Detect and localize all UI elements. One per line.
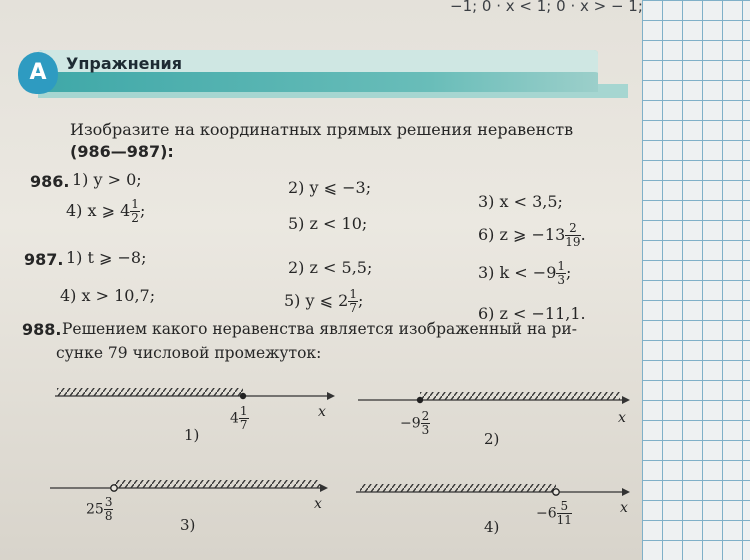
ex987-item-3-text: 3) k < −9 [478,263,557,282]
fraction-denominator: 2 [131,211,139,225]
fig3-point-value [86,496,113,523]
ex986-item-4-fraction [130,198,140,225]
shading-hatch [360,484,556,492]
ex986-item-5: 5) z < 10; [288,214,368,233]
ex987-item-3-suffix: ; [566,263,572,282]
figure-label-1: 1) [184,426,200,444]
axis-label-2: x [618,410,626,426]
axis-label-4: x [620,500,628,516]
ex986-item-4-suffix: ; [139,201,146,220]
open-point [111,485,117,491]
number-line-2 [358,388,630,418]
fraction-numerator: 2 [421,409,430,423]
axis-arrow-icon [320,484,328,492]
ex986-item-6-text: 6) z ⩾ −13 [478,225,566,244]
shading-hatch [57,388,243,396]
section-title: Упражнения [66,54,183,73]
fig4-point-value [536,500,572,527]
fraction-numerator: 3 [104,495,113,509]
ex987-item-3-fraction [556,260,566,287]
ex987-item-5-fraction [348,288,358,315]
axis-label-3: x [314,496,322,512]
ex986-item-4 [66,198,145,225]
fraction-numerator: 5 [557,500,572,514]
fig3-whole: 25 [86,501,104,518]
ex986-item-6-suffix: . [580,225,586,244]
axis-arrow-icon [327,392,335,400]
fraction-denominator: 11 [556,513,572,527]
number-line-1 [55,384,335,414]
instruction-line-1: Изобразите на координатных прямых решения неравенств [70,120,574,139]
fraction-numerator: 2 [565,222,580,236]
figure-label-3: 3) [180,516,196,534]
shading-hatch [114,480,320,488]
fig1-fraction [239,405,249,432]
ex987-item-5 [284,288,363,315]
fraction-denominator: 19 [565,235,581,249]
fraction-denominator: 3 [421,423,430,437]
ex986-item-4-text: 4) x ⩾ 4 [66,201,131,220]
figure-label-4: 4) [484,518,500,536]
axis-arrow-icon [622,488,630,496]
fig2-fraction [421,410,431,437]
fraction-denominator: 7 [239,418,248,432]
fig2-point-value [400,410,430,437]
filled-point [417,397,423,403]
fraction-denominator: 8 [104,509,113,523]
ex987-item-1: 1) t ⩾ −8; [66,248,147,267]
fraction-denominator: 7 [349,301,357,315]
filled-point [240,393,246,399]
ex986-item-1: 1) y > 0; [72,170,142,189]
ex988-line-1: Решением какого неравенства является изображенный на ри- [62,320,577,338]
fraction-numerator: 1 [131,197,139,211]
ex987-item-4: 4) x > 10,7; [60,286,156,305]
ex987-item-6: 6) z < −11,1. [478,304,586,323]
fraction-numerator: 1 [349,287,357,301]
fig2-whole: −9 [400,415,421,432]
fig1-whole: 4 [230,410,239,427]
ex986-item-2: 2) y ⩽ −3; [288,178,372,197]
section-badge: А [18,52,58,94]
axis-arrow-icon [622,396,630,404]
axis-label-1: x [318,404,326,420]
fig1-point-value [230,405,249,432]
fraction-numerator: 1 [557,259,566,273]
ex986-item-6 [478,222,586,249]
open-point [553,489,559,495]
ex987-item-5-suffix: ; [357,291,364,310]
shading-hatch [420,392,620,400]
exercise-number-986: 986. [30,172,70,191]
fig4-whole: −6 [536,505,557,522]
exercise-number-987: 987. [24,250,64,269]
exercise-number-988: 988. [22,320,62,339]
fig3-fraction [104,496,114,523]
notebook-grid-paper [642,0,750,560]
ex986-item-6-fraction [565,222,580,249]
fraction-denominator: 3 [557,273,566,287]
fig4-fraction [557,500,572,527]
ex986-item-3: 3) x < 3,5; [478,192,563,211]
number-line-4 [356,480,630,510]
ex987-item-2: 2) z < 5,5; [288,258,373,277]
ex987-item-3 [478,260,571,287]
ex987-item-5-text: 5) y ⩽ 2 [284,291,349,310]
fraction-numerator: 1 [239,404,248,418]
ex988-line-2: сунке 79 числовой промежуток: [56,344,322,362]
top-fragment-text: −1; 0 · x < 1; 0 · x > − 1; [450,0,643,15]
figure-label-2: 2) [484,430,500,448]
instruction-line-2: (986—987): [70,142,174,161]
